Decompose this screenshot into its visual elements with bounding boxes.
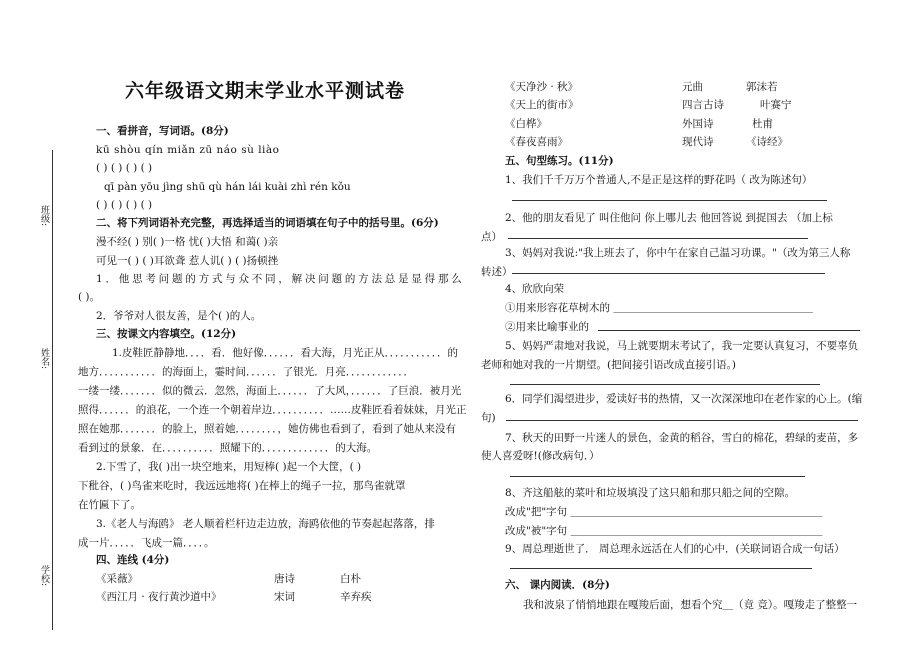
- match-work-2: 《西江月 · 夜行黄沙道中》: [96, 591, 222, 603]
- passage-1-line-6: 看到过的景象．在．．．．．．．．．．照耀下的．．．．．．．．．．．．．的大海。: [78, 442, 378, 454]
- reading-paragraph: 我和波泉了悄悄地跟在嘎羧后面，想看个究＿（竟 竞）。嘎羧走了整整一: [523, 599, 858, 611]
- answer-boxes-row-1: ( ) ( ) ( ) ( ): [96, 162, 153, 174]
- s5-question-5-end: 老师和她对我的一片期望。(把间接引语改成直接引语。): [481, 359, 736, 371]
- match-genre-5: 外国诗: [682, 118, 714, 130]
- answer-line: [510, 476, 805, 477]
- s5-question-4a: ①用来形容花草树木的 ＿＿＿＿＿＿＿＿＿＿＿＿＿＿＿＿＿＿＿: [505, 302, 813, 314]
- s5-question-2-end: 点）: [481, 231, 502, 243]
- match-genre-1: 唐诗: [274, 573, 295, 585]
- match-genre-3: 元曲: [682, 81, 703, 93]
- section-2-heading: 二、将下列词语补充完整，再选择适当的词语填在句子中的括号里。(6分): [96, 217, 439, 229]
- s2-question-1-blank: ( )。: [78, 291, 101, 303]
- s5-question-7: 7、秋天的田野一片迷人的景色，金黄的稻谷，雪白的棉花，碧绿的麦苗，多: [505, 432, 859, 444]
- match-work-3: 《天净沙 · 秋》: [505, 81, 579, 93]
- match-author-4: 叶赛宁: [760, 99, 792, 111]
- passage-2-line-1: 2.下雪了，我( )出一块空地来，用短棒( )起一个大筐，( ): [96, 461, 362, 473]
- s5-question-6: 6．同学们渴望进步，爱读好书的热情，又一次深深地印在老作家的心上。(缩: [505, 393, 863, 405]
- idiom-row-1: 漫不经( ) 别( )一格 忧( )大悟 和蔼( )亲: [96, 236, 279, 248]
- match-work-6: 《春夜喜雨》: [505, 136, 568, 148]
- s5-question-1: 1、我们千千万万个普通人,不是正是这样的野花吗（ 改为陈述句）: [505, 174, 813, 186]
- class-label: 班级:: [39, 205, 49, 227]
- answer-line: [506, 420, 858, 421]
- page-title: 六年级语文期末学业水平测试卷: [125, 80, 406, 102]
- match-author-1: 白朴: [340, 573, 361, 585]
- passage-3-line-1: 3.《老人与海鸥》 老人顺着栏杆边走边放，海鸥依他的节奏起起落落，排: [96, 518, 435, 530]
- answer-line: [512, 273, 825, 274]
- match-genre-4: 四言古诗: [682, 99, 724, 111]
- match-work-1: 《采薇》: [96, 573, 138, 585]
- match-genre-2: 宋词: [274, 591, 295, 603]
- s5-question-8: 8、齐这船舷的菜叶和垃圾填没了这只船和那只船之间的空隙。: [505, 487, 796, 499]
- answer-line: [598, 330, 860, 331]
- section-5-heading: 五、句型练习。(11分): [505, 155, 614, 167]
- s5-question-2: 2、他的朋友看见了 叫住他问 你上哪儿去 他回答说 到捉国去 （加上标: [505, 212, 833, 224]
- answer-line: [512, 200, 827, 201]
- s5-question-9: 9、周总理逝世了． 周总理永远活在人们的心中．(关联词语合成一句话）: [505, 543, 845, 555]
- section-1-heading: 一、看拼音，写词语。(8分): [96, 125, 229, 137]
- section-6-heading: 六、 课内阅读．(8分): [505, 579, 610, 591]
- passage-1-line-4: 照得．．．．．．的浪花，一个连一个朝着岸边．．．．．．．．．．……皮鞋匠看着妹妹，月光正: [78, 404, 467, 416]
- match-author-3: 郭沫若: [746, 81, 778, 93]
- s5-question-8a: 改成"把"字句 ＿＿＿＿＿＿＿＿＿＿＿＿＿＿＿＿＿＿＿＿＿＿＿＿: [505, 506, 823, 518]
- match-work-4: 《天上的街市》: [505, 99, 579, 111]
- s5-question-4b: ②用来比喻事业的: [505, 321, 589, 333]
- s5-question-3: 3、妈妈对我说:"我上班去了，你中午在家自己温习功课。"（改为第三人称: [505, 247, 851, 259]
- answer-boxes-row-2: ( ) ( ) ( ) ( ): [96, 199, 153, 211]
- passage-1-line-2: 地方．．．．．．．．．．．的海面上，霎时间．．．．．．了银光．月亮．．．．．．．．．．．．: [78, 366, 414, 378]
- passage-1-line-3: 一缕一缕．．．．．．．似的微云．忽然，海面上．．．．．．了大风，．．．．．．了巨浪．被月光: [78, 385, 462, 397]
- section-3-heading: 三、按课文内容填空。(12分): [96, 328, 237, 340]
- school-label: 学校:: [39, 565, 49, 587]
- answer-line: [510, 384, 820, 385]
- match-author-6: 《诗经》: [746, 136, 788, 148]
- s2-question-2: 2．爷爷对人很友善，是个( )的人。: [96, 310, 262, 322]
- pinyin-row-2: qī pàn yōu jìng shū qù hán lái kuài zhì rén kǒu: [104, 181, 351, 193]
- match-author-2: 辛弃疾: [340, 591, 372, 603]
- name-label: 姓名:: [39, 348, 49, 370]
- answer-line: [510, 568, 812, 569]
- binding-line: [52, 150, 53, 630]
- passage-2-line-2: 下秕谷，( )鸟雀来吃时，我远远地将( )在棒上的绳子一拉，那鸟雀就罩: [78, 480, 406, 492]
- s5-question-7-end: 使人喜爱呀!(修改病句．）: [481, 450, 600, 462]
- s5-question-6-end: 句): [481, 412, 496, 424]
- match-work-5: 《白桦》: [505, 118, 547, 130]
- s5-question-4: 4、欣欣向荣: [505, 283, 565, 295]
- idiom-row-2: 可见一( ) ( )耳欲聋 惹人讥( ) ( )扬顿挫: [96, 255, 279, 267]
- s2-question-1: 1．他思考问题的方式与众不同，解决问题的方法总是显得那么: [96, 273, 465, 285]
- match-author-5: 杜甫: [752, 118, 773, 130]
- match-genre-6: 现代诗: [682, 136, 714, 148]
- s5-question-3-end: 转述）: [481, 266, 513, 278]
- pinyin-row-1: kū shòu qín miǎn zū náo sù liào: [96, 144, 280, 156]
- passage-1-line-5: 照在她那．．．．．．．的脸上，照着她．．．．．．．．，她仿佛也看到了，看到了她从来没有: [78, 423, 456, 435]
- answer-line: [508, 238, 808, 239]
- s5-question-5: 5、妈妈严肃地对我说，马上就要期末考试了，我一定要认真复习，不要辜负: [505, 340, 859, 352]
- passage-2-line-3: 在竹匾下了。: [78, 499, 141, 511]
- passage-3-line-2: 成一片．．．．．飞成一篇．．．．。: [78, 537, 215, 549]
- passage-1-line-1: 1.皮鞋匠静静地．．．．看．他好像．．．．．．看大海，月光正从．．．．．．．．．．．的: [112, 347, 459, 359]
- section-4-heading: 四、连线 (4分): [96, 554, 170, 566]
- s5-question-8b: 改成"被"字句 ＿＿＿＿＿＿＿＿＿＿＿＿＿＿＿＿＿＿＿＿＿＿＿＿: [505, 525, 823, 537]
